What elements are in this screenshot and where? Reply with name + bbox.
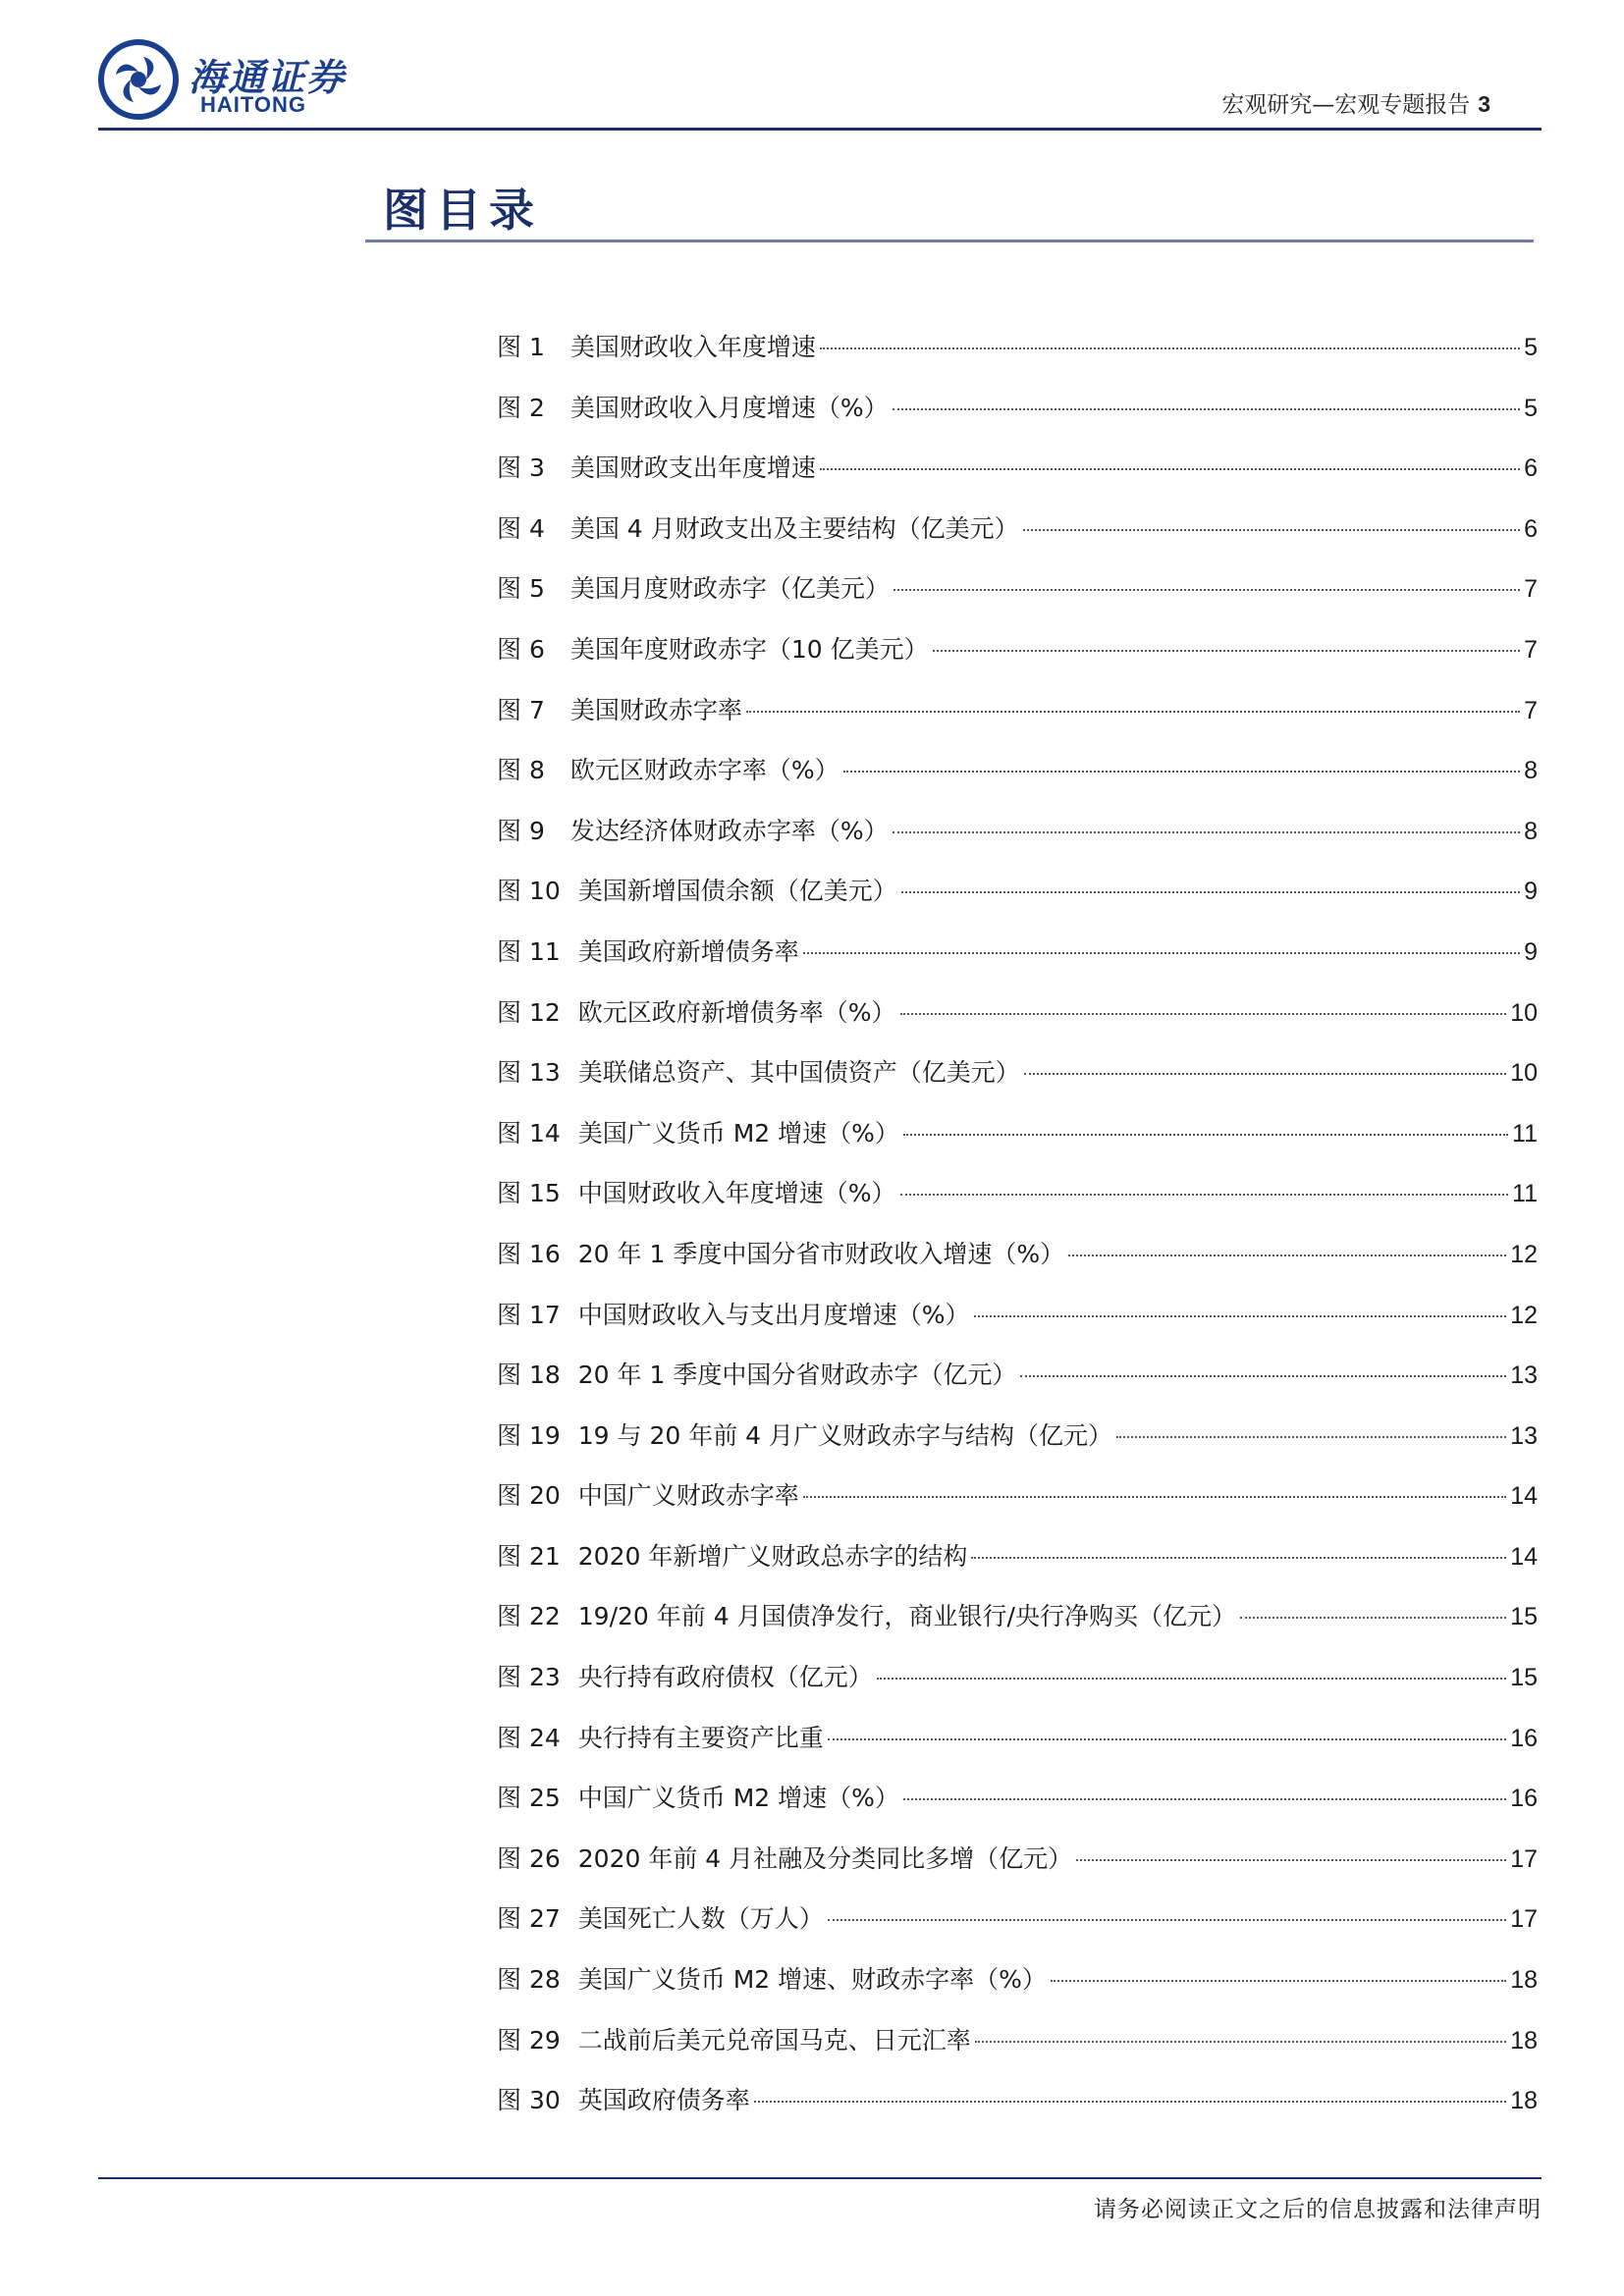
page-reference: 8 [1524,757,1538,785]
logo-chinese-name: 海通证券 [189,55,347,99]
figure-title: 中国财政收入年度增速（%） [577,1179,896,1208]
title-divider [365,240,1534,242]
figure-title: 美国月度财政赤字（亿美元） [569,574,890,604]
dot-leader [974,1315,1507,1317]
page-reference: 10 [1510,998,1538,1027]
figure-number: 图 8 [497,756,545,785]
figure-title: 美国财政赤字率 [569,695,742,724]
haitong-emblem-icon [98,39,179,120]
figure-number: 图 12 [497,997,561,1027]
header-divider [98,128,1542,131]
figure-title: 美国 4 月财政支出及主要结构（亿美元） [569,513,1019,543]
page-reference: 5 [1524,334,1538,361]
figure-number: 图 1 [497,333,545,361]
footer-divider [98,2177,1542,2179]
dot-leader [828,1738,1506,1740]
figure-number: 图 28 [497,1965,561,1995]
figure-title: 美国年度财政赤字（10 亿美元） [569,634,929,664]
toc-entry[interactable] [497,328,1538,389]
dot-leader [1051,1980,1506,1982]
page-reference: 7 [1524,575,1538,604]
figure-number: 图 13 [497,1058,561,1088]
logo-english-name: HAITONG [200,92,307,117]
dot-leader [828,1919,1506,1921]
toc-entry[interactable] [497,691,1538,752]
figure-title: 20 年 1 季度中国分省财政赤字（亿元） [577,1361,1017,1390]
figure-title: 2020 年前 4 月社融及分类同比多增（亿元） [577,1843,1073,1873]
page-number: 3 [1478,91,1490,117]
dot-leader [1023,529,1520,531]
page-reference: 9 [1524,878,1538,906]
figure-title: 20 年 1 季度中国分省市财政收入增速（%） [577,1239,1065,1268]
page-reference: 16 [1510,1785,1538,1813]
figure-number: 图 19 [497,1420,561,1450]
figure-list [497,328,1538,2142]
page-reference: 18 [1510,2087,1538,2115]
page-reference: 6 [1524,514,1538,543]
figure-number: 图 3 [497,454,545,483]
dot-leader [933,650,1520,652]
header-report-info [1221,86,1490,119]
dot-leader [820,347,1520,349]
dot-leader [754,2101,1506,2103]
figure-title: 美国死亡人数（万人） [577,1904,824,1934]
toc-entry[interactable] [497,569,1538,630]
toc-entry[interactable] [497,872,1538,933]
page-reference: 17 [1510,1905,1538,1934]
dot-leader [820,468,1520,470]
toc-entry[interactable] [497,933,1538,993]
toc-entry[interactable] [497,389,1538,450]
page-reference: 15 [1510,1664,1538,1692]
figure-title: 中国财政收入与支出月度增速（%） [577,1300,970,1329]
dot-leader [901,891,1520,893]
figure-number: 图 9 [497,816,545,845]
toc-entry[interactable] [497,993,1538,1054]
toc-entry[interactable] [497,751,1538,812]
figure-title: 中国广义财政赤字率 [577,1481,799,1511]
toc-entry[interactable] [497,1779,1538,1840]
dot-leader [1024,1073,1506,1075]
toc-entry[interactable] [497,2021,1538,2082]
page-reference: 11 [1512,1180,1538,1208]
page-reference: 9 [1524,937,1538,966]
dot-leader [903,1134,1508,1136]
figure-title: 美国广义货币 M2 增速（%） [577,1118,899,1148]
figure-title: 2020 年新增广义财政总赤字的结构 [577,1541,968,1571]
dot-leader [1020,1375,1506,1377]
page-reference: 18 [1510,1966,1538,1995]
toc-entry[interactable] [497,449,1538,509]
figure-title: 央行持有主要资产比重 [577,1723,824,1752]
toc-entry[interactable] [497,1476,1538,1537]
dot-leader [893,589,1520,591]
figure-title: 美国财政支出年度增速 [569,454,816,483]
figure-number: 图 24 [497,1723,561,1752]
figure-title: 中国广义货币 M2 增速（%） [577,1784,899,1813]
figure-number: 图 17 [497,1300,561,1329]
figure-number: 图 11 [497,936,561,966]
figure-title: 二战前后美元兑帝国马克、日元汇率 [577,2025,971,2055]
toc-entry[interactable] [497,1899,1538,1960]
haitong-logo [98,35,393,124]
figure-title: 美国财政收入月度增速（%） [569,393,889,422]
footer-disclaimer: 请务必阅读正文之后的信息披露和法律声明 [1094,2197,1542,2222]
toc-entry[interactable] [497,2081,1538,2142]
dot-leader [975,2041,1506,2043]
toc-entry[interactable] [497,1296,1538,1357]
dot-leader [1240,1617,1506,1619]
page-reference: 12 [1510,1301,1538,1329]
page-reference: 12 [1510,1240,1538,1268]
page-reference: 10 [1510,1059,1538,1088]
page-reference: 18 [1510,2026,1538,2055]
dot-leader [1068,1255,1506,1256]
figure-title: 欧元区政府新增债务率（%） [577,997,896,1027]
page-reference: 14 [1510,1482,1538,1511]
figure-number: 图 15 [497,1179,561,1208]
figure-title: 欧元区财政赤字率（%） [569,756,839,785]
report-type: 宏观研究—宏观专题报告 [1221,92,1471,118]
page-reference: 13 [1510,1421,1538,1450]
toc-entry[interactable] [497,1235,1538,1296]
figure-number: 图 18 [497,1361,561,1390]
page-reference: 15 [1510,1603,1538,1631]
figure-title: 19/20 年前 4 月国债净发行，商业银行/央行净购买（亿元） [577,1602,1236,1631]
dot-leader [903,1798,1506,1800]
toc-entry[interactable] [497,1658,1538,1719]
dot-leader [1116,1436,1506,1438]
figure-number: 图 2 [497,393,545,422]
dot-leader [803,952,1520,954]
figure-title: 美国财政收入年度增速 [569,333,816,361]
figure-title: 美联储总资产、其中国债资产（亿美元） [577,1058,1020,1088]
page-reference: 8 [1524,817,1538,845]
dot-leader [877,1678,1506,1680]
dot-leader [1076,1859,1506,1861]
dot-leader [843,771,1520,773]
figure-title: 美国新增国债余额（亿美元） [577,877,897,906]
toc-entry[interactable] [497,1114,1538,1175]
figure-number: 图 10 [497,877,561,906]
page-reference: 6 [1524,454,1538,483]
page-reference: 7 [1524,696,1538,724]
toc-entry[interactable] [497,812,1538,873]
page-title: 图目录 [383,184,542,237]
dot-leader [900,1194,1509,1196]
page-reference: 7 [1524,635,1538,664]
figure-title: 央行持有政府债权（亿元） [577,1663,873,1692]
figure-number: 图 21 [497,1541,561,1571]
figure-title: 19 与 20 年前 4 月广义财政赤字与结构（亿元） [577,1420,1113,1450]
figure-number: 图 4 [497,513,545,543]
figure-number: 图 29 [497,2025,561,2055]
dot-leader [803,1496,1506,1498]
figure-title: 英国政府债务率 [577,2086,750,2115]
page-reference: 16 [1510,1724,1538,1752]
figure-number: 图 14 [497,1118,561,1148]
dot-leader [900,1013,1507,1015]
figure-number: 图 7 [497,695,545,724]
toc-entry[interactable] [497,1356,1538,1416]
figure-number: 图 30 [497,2086,561,2115]
figure-number: 图 20 [497,1481,561,1511]
page-header [98,27,1542,133]
toc-entry[interactable] [497,1840,1538,1900]
toc-entry[interactable] [497,509,1538,570]
page-reference: 13 [1510,1362,1538,1390]
dot-leader [971,1557,1506,1559]
figure-number: 图 5 [497,574,545,604]
dot-leader [746,711,1520,713]
page-reference: 11 [1512,1119,1538,1148]
toc-entry[interactable] [497,1960,1538,2021]
toc-entry[interactable] [497,1597,1538,1658]
figure-number: 图 6 [497,634,545,664]
toc-entry[interactable] [497,1174,1538,1235]
toc-entry[interactable] [497,1537,1538,1598]
figure-title: 发达经济体财政赤字率（%） [569,816,889,845]
figure-title: 美国政府新增债务率 [577,936,799,966]
figure-number: 图 16 [497,1239,561,1268]
toc-entry[interactable] [497,1719,1538,1780]
page-reference: 17 [1510,1844,1538,1873]
figure-title: 美国广义货币 M2 增速、财政赤字率（%） [577,1965,1047,1995]
figure-number: 图 26 [497,1843,561,1873]
figure-number: 图 27 [497,1904,561,1934]
dot-leader [893,408,1520,410]
toc-entry[interactable] [497,1053,1538,1114]
figure-number: 图 23 [497,1663,561,1692]
figure-number: 图 22 [497,1602,561,1631]
toc-entry[interactable] [497,630,1538,691]
toc-entry[interactable] [497,1416,1538,1477]
dot-leader [893,831,1520,833]
page-reference: 14 [1510,1542,1538,1571]
page-reference: 5 [1524,394,1538,422]
figure-number: 图 25 [497,1784,561,1813]
